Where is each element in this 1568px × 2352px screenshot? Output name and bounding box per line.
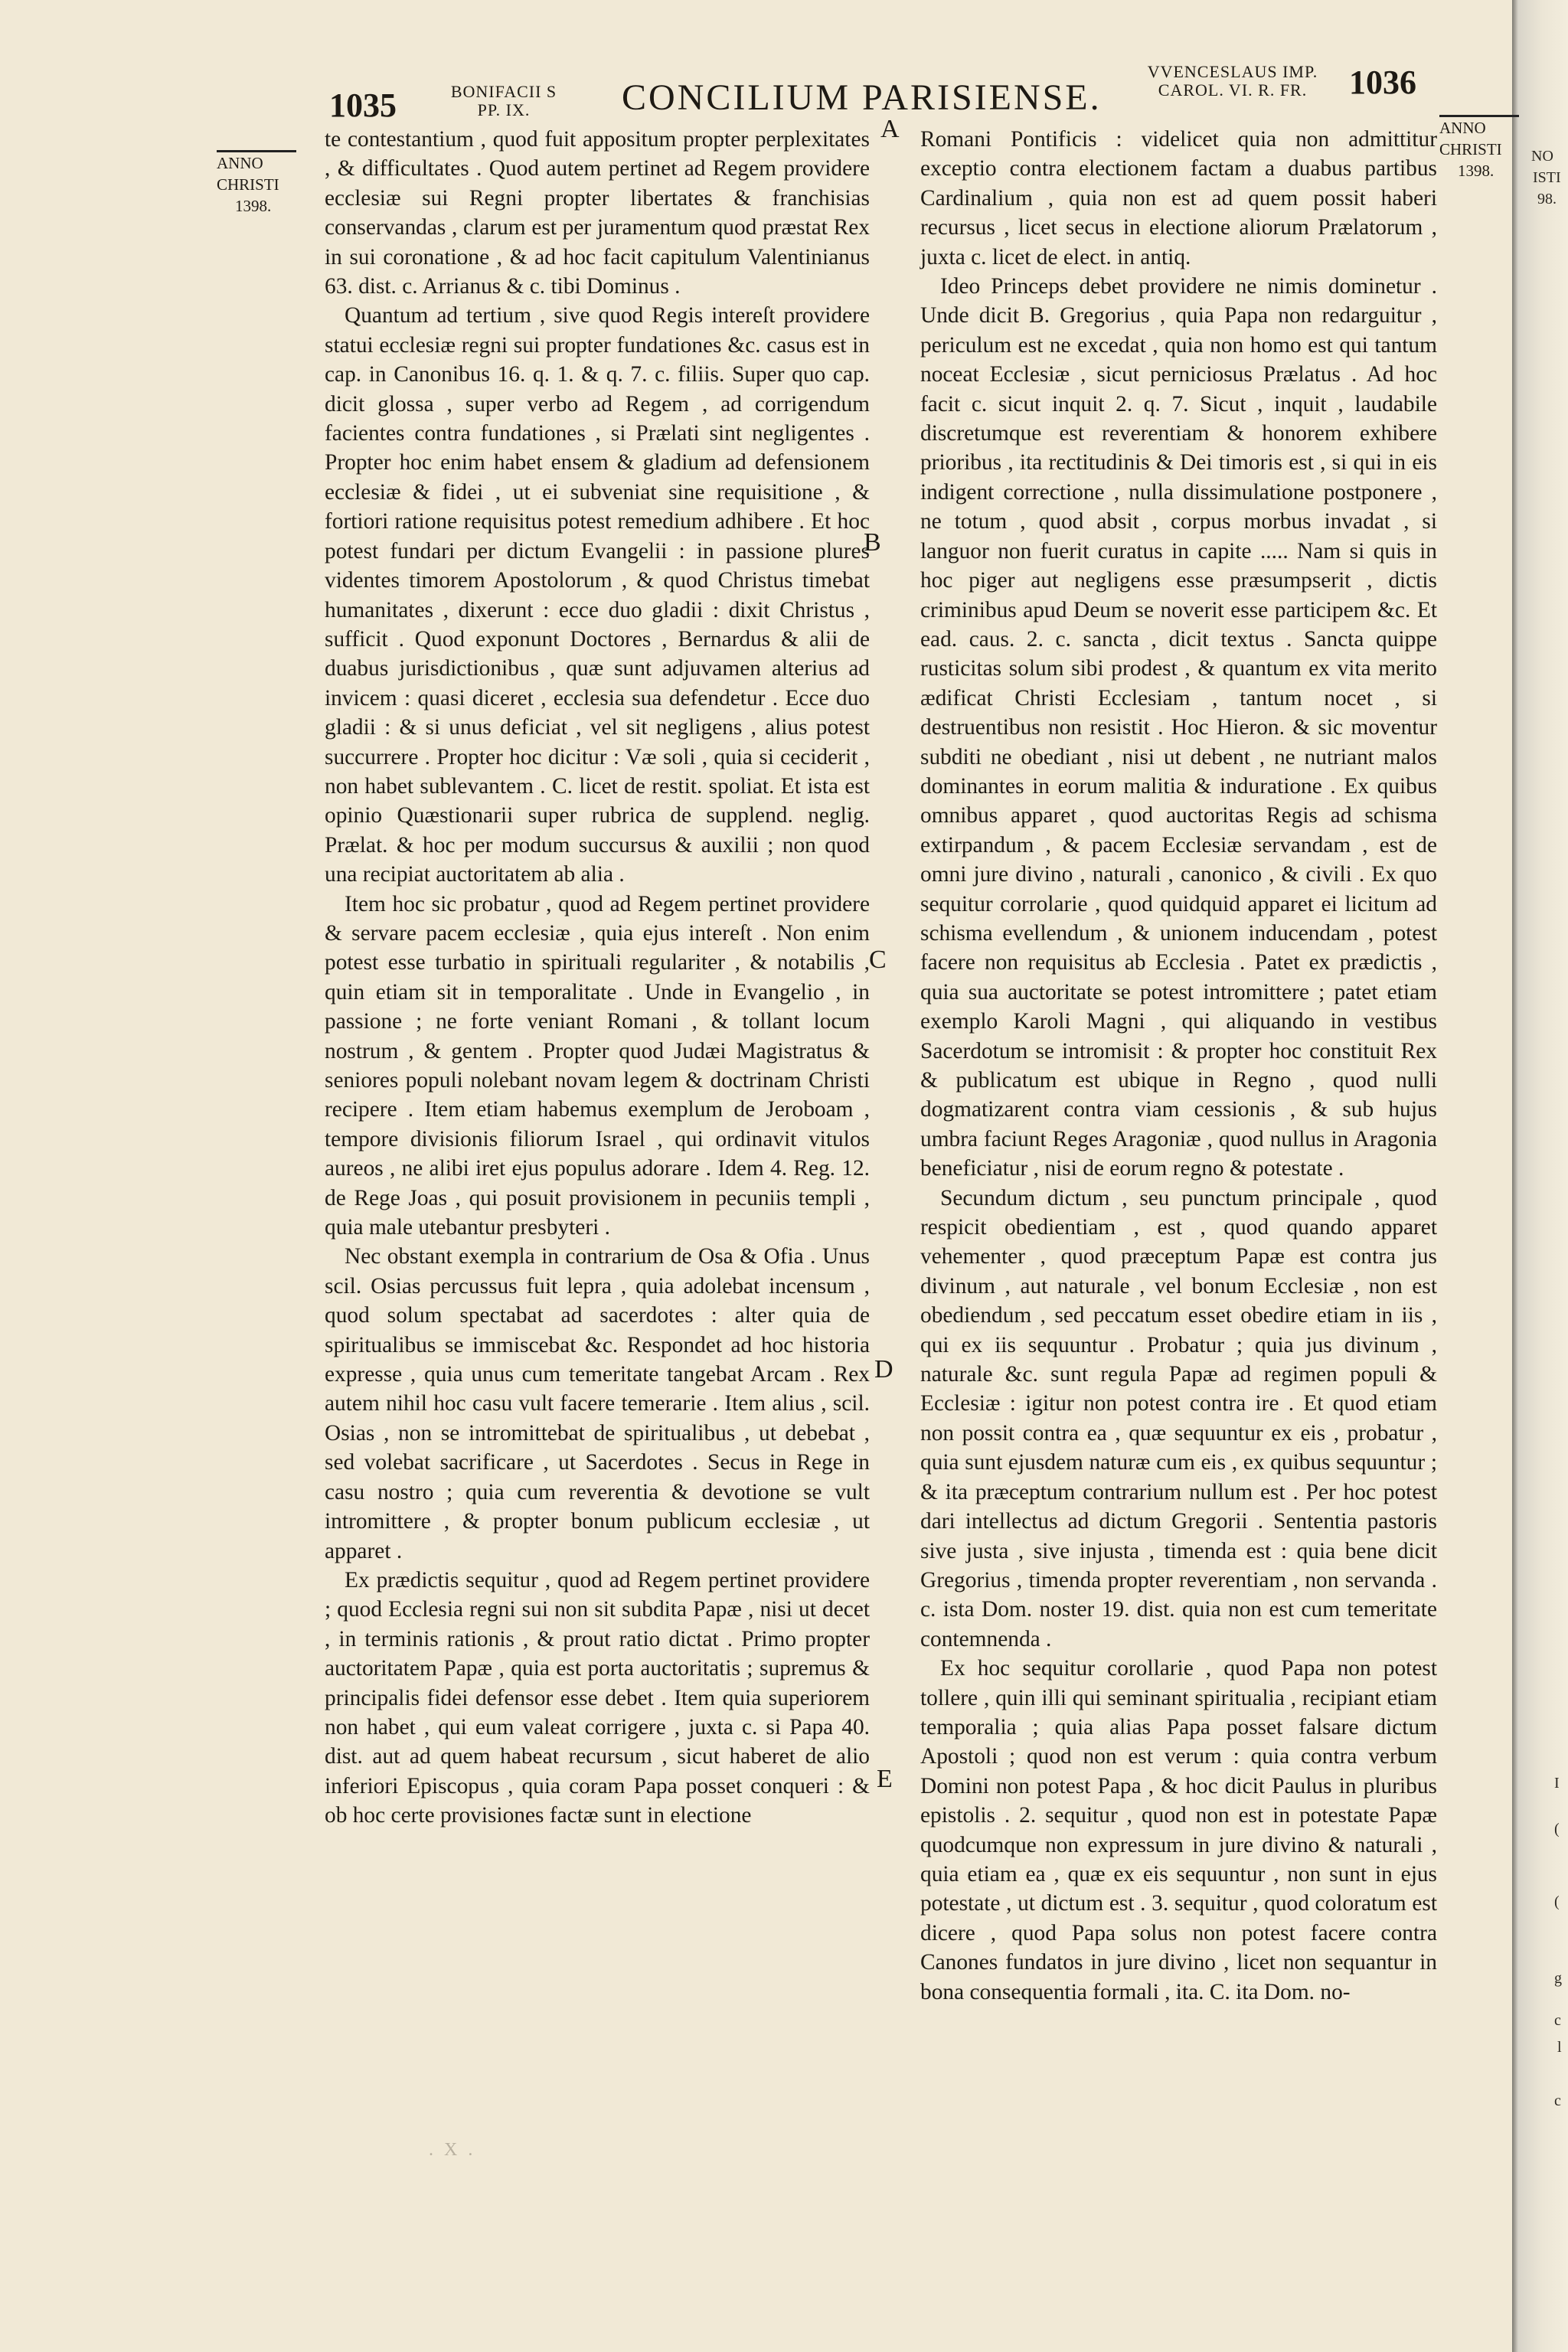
section-letter-a: A [880,115,900,143]
paragraph: te contestantium , quod fuit appositum propter perplexitates , & difficultates . Quod autem pertinet ad Regem providere ecclesiæ sui Regni propter libertates & franchisias conservandas , clarum est per juramentum quod præstat Rex in sui coronatione , & ad hoc facit capitulum Valentinianus 63. dist. c. Arrianus & c. tibi Dominus . [325,127,870,299]
bleed-through-mark: . X . [429,2140,476,2160]
anno-word: ANNO [1439,119,1486,137]
section-letter-c: C [869,946,887,974]
left-text-column [325,125,870,1831]
edge-fragment: l [1557,2039,1562,2056]
anno-christi: CHRISTI [217,175,279,194]
left-running-head [450,83,557,119]
paragraph: Item hoc sic probatur , quod ad Regem pertinet providere & servare pacem ecclesiæ , quia ejus intereſt . Non enim potest esse turbatio in spirituali regulariter , & notabilis , quin etiam sit in temporalitate . Unde in Evangelio , in passione ; ne forte veniant Romani , & tollant locum nostrum , & gentem . Propter quod Judæi Magistratus & seniores populi nolebant novam legem & doctrinam Christi recipere . Item etiam habemus exemplum de Jeroboam , tempore divisionis filiorum Israel , qui ordinavit vitulos aureos , ne alibi iret ejus populus adorare . Idem 4. Reg. 12. de Rege Joas , qui posuit provisionem in pecuniis templi , quia male utebantur presbyteri . [325,891,870,1240]
edge-fragment: I [1554,1775,1560,1792]
running-head-line: VVENCESLAUS IMP. [1147,62,1318,81]
edge-fragment: c [1554,2092,1561,2109]
right-running-head [1118,63,1348,100]
right-margin-anno [1439,115,1519,181]
paragraph: Romani Pontificis : videlicet quia non admittitur exceptio contra electionem factam a duabus partibus Cardinalium , quia non est ad quem possit haberi recursus , licet secus in electione aliorum Prælatorum , juxta c. licet de elect. in antiq. [920,127,1437,270]
paragraph: Quantum ad tertium , sive quod Regis intereſt providere statui ecclesiæ regni sui propter fundationes &c. casus est in cap. in Canonibus 16. q. 1. & q. 7. c. filiis. Super quo cap. dicit glossa , super verbo ad Regem , ad corrigendum facientes contra fundationes , si Prælati sint negligentes . Propter hoc enim habet ensem & gladium ad defensionem ecclesiæ & fidei , ut ei subveniat sine requisitione , & fortiori ratione requisitus potest remedium adhibere . Et hoc potest fundari per dictum Evangelii : in passione plures videntes timorem Apostolorum , & quod Christus timebat humanitates , dixerunt : ecce duo gladii : dixit Christus , sufficit . Quod exponunt Doctores , Bernardus & alii de duabus jurisdictionibus , quæ sunt adjuvamen alterius ad invicem : quasi diceret , ecclesia sua defendetur . Ecce duo gladii : & si unus deficiat , vel sit negligens , alius potest succurrere . Propter hoc dicitur : Væ soli , quia si ceciderit , non habet sublevantem . C. licet de restit. spoliat. Et ista est opinio Quæstionarii super rubrica de supplend. neglig. Prælat. & hoc per modum succursus & auxilii ; non quod una recipiat auctoritatem ab alia . [325,303,870,887]
anno-christi: CHRISTI [1439,140,1502,158]
edge-fragment: g [1554,1970,1562,1987]
paragraph: Secundum dictum , seu punctum principale , quod respicit obedientiam , est , quod quando apparet vehementer , quod præceptum Papæ est contra jus divinum , aut naturale , vel bonum Ecclesiæ , non est obediendum , sed peccatum esset obedire etiam in iis , qui ex iis sequuntur . Probatur ; quia jus divinum , naturale &c. sunt regula Papæ ad regimen populi & Ecclesiæ : igitur non potest contra ire . Et quod etiam non possit contra ea , quæ sequuntur ex eis , probatur , quia sunt ejusdem naturæ cum eis , ex quibus sequuntur ; & ita præceptum contrarium nullum est . Per hoc potest dari intellectus ad dictum Gregorii . Sententia pastoris sive justa , sive injusta , timenda est : quia bene dicit Gregorius , timenda propter reverentiam , non servanda . c. ista Dom. noster 19. dist. quia non est cum temeritate contemnenda . [920,1185,1437,1651]
left-page-number: 1035 [329,87,397,124]
edge-fragment: ( [1554,1893,1560,1910]
paragraph: Nec obstant exempla in contrarium de Osa & Ofia . Unus scil. Osias percussus fuit lepra , quia adolebat incensum , quod solum spectabat ad sacerdotes : alter quia de spiritualibus se immiscebat &c. Respondet ad hoc historia expresse , quia unus cum temeritate tangebat Arcam . Rex autem nihil hoc casu vult facere temerarie . Item alius , scil. Osias , non se intromittebat de spiritualibus , ut debebat , sed volebat sacrificare , ut Sacerdotes . Secus in Rege in casu nostro ; quia cum reverentia & devotione se vult intromittere , & propter bonum publicum ecclesiæ , ut apparet . [325,1244,870,1563]
edge-fragment: 98. [1537,191,1557,207]
right-page-number: 1036 [1349,64,1416,101]
section-letter-d: D [874,1355,893,1383]
running-head-line: BONIFACII S [450,82,557,101]
section-letter-e: E [877,1765,893,1793]
anno-year: 1398. [235,197,272,215]
page-title: CONCILIUM PARISIENSE. [622,77,1102,118]
right-text-column [920,125,1437,2007]
edge-fragment: ( [1554,1821,1560,1838]
running-head-line: CAROL. VI. R. FR. [1158,80,1308,100]
edge-fragment: ISTI [1533,169,1561,186]
edge-fragment: NO [1531,148,1553,165]
anno-year: 1398. [1458,162,1494,180]
paragraph: Ex hoc sequitur corollarie , quod Papa non potest tollere , quin illi qui seminant spiritualia , recipiant etiam temporalia ; quia alias Papa posset falsare dictum Apostoli ; quod non est verum : quia contra verbum Domini non potest Papa , & hoc dicit Paulus in pluribus epistolis . 2. sequitur , quod non est in potestate Papæ quodcumque non expressum in jure divino & naturali , quia etiam ea , quæ ex eis sequuntur , non sunt in ejus potestate , ut dictum est . 3. sequitur , quod coloratum est dicere , quod Papa solus non potest facere contra Canones fundatos in jure divino , licet non sequantur in bona consequentia formali , ita. C. ita Dom. no- [920,1656,1437,2004]
running-head-line: PP. IX. [477,100,531,119]
paragraph: Ideo Princeps debet providere ne nimis dominetur . Unde dicit B. Gregorius , quia Papa non redarguitur , periculum est ne excedat , quia non homo est qui tantum noceat Ecclesiæ , sicut perniciosus Prælatus . Ad hoc facit c. sicut inquit 2. q. 7. Sicut , inquit , laudabile discretumque est reverentiam & honorem exhibere prioribus , ita rectitudinis & Dei timoris est , si qui in eis indigent correctione , nulla dissimulatione postponere , ne totum , quod absit , corpus morbus invadat , si languor non fuerit curatus in capite ..... Nam si quis in hoc piger aut negligens esse præsumpserit , dictis criminibus apud Deum se noverit esse participem &c. Et ead. caus. 2. c. sancta , dicit textus . Sancta quippe rusticitas solum sibi prodest , & quantum ex vita merito ædificat Christi Ecclesiam , tantum nocet , si destruentibus non resistit . Hoc Hieron. & sic moventur subditi ne obediant , nisi ut debent , ne nutriant malos dominantes in eorum malitia & induratione . Ex quibus omnibus apparet , quod auctoritas Regis ad schisma extirpandum , & pacem Ecclesiæ servandam , est de omni jure divino , naturali , canonico , & civili . Ex quo sequitur corrolarie , quod quidquid apparet ei licitum ad schisma evellendum , & unionem inducendam , potest facere non requisitus ab Ecclesia . Patet ex prædictis , quia sua auctoritate se potest intromittere ; patet etiam exemplo Karoli Magni , qui aliquando in vestibus Sacerdotum se intromisit : & propter hoc constituit Rex & publicatum est ubique in Regno , quod nulli dogmatizarent contra viam cessionis , & sub hujus umbra faciunt Reges Aragoniæ , quod nullus in Aragonia beneficiatur , nisi de eorum regno & potestate . [920,274,1437,1181]
left-margin-anno [217,150,296,217]
anno-word: ANNO [217,154,263,172]
paragraph: Ex prædictis sequitur , quod ad Regem pertinet providere ; quod Ecclesia regni sui non sit subdita Papæ , nisi ut decet , in terminis rationis , & prout ratio dictat . Primo propter auctoritatem Papæ , quia est porta auctoritatis ; supremus & principalis fidei defensor esse debet . Item quia superiorem non habet , qui eum valeat corrigere , juxta c. si Papa 40. dist. aut ad quem habeat recursum , sicut haberet de alio inferiori Episcopus , quia coram Papa posset conqueri : & ob hoc certe provisiones factæ sunt in electione [325,1567,870,1828]
edge-fragment: c [1554,2012,1561,2029]
section-letter-b: B [864,528,881,557]
next-page-edge [1512,0,1568,2352]
